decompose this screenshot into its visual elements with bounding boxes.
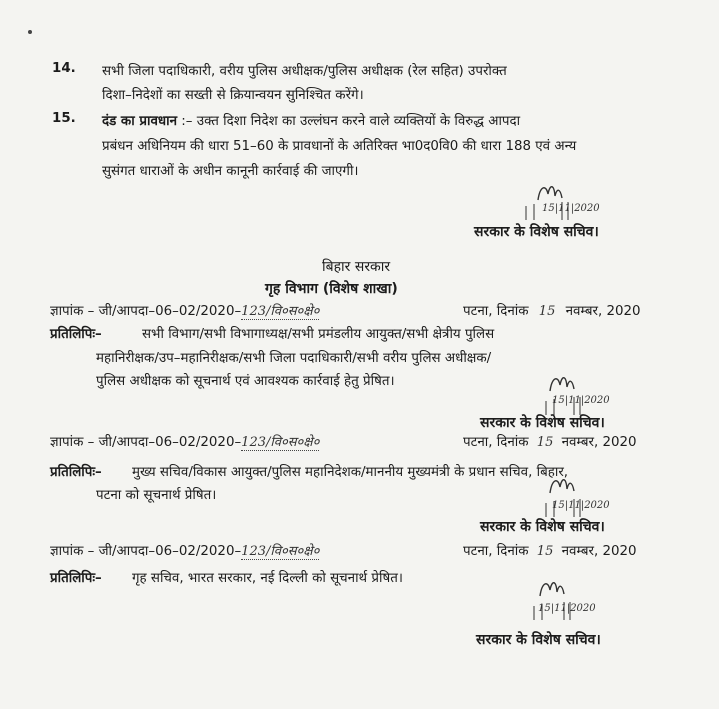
- designation: सरकार के विशेष सचिव।: [474, 224, 599, 240]
- memo-date-rest: नवम्बर, 2020: [561, 544, 637, 559]
- memo-ref-prefix: ज्ञापांक – जी/आपदा–06–02/2020–: [50, 544, 242, 559]
- memo-date-rest: नवम्बर, 2020: [561, 435, 637, 450]
- item-15-line-2: प्रबंधन अधिनियम की धारा 51–60 के प्रावधानों के अतिरिक्त भा0द0वि0 की धारा 188 एवं अन्य: [102, 139, 577, 154]
- designation: सरकार के विशेष सचिव।: [480, 519, 605, 535]
- punch-mark: [28, 30, 32, 34]
- memo-date-day: 15: [536, 435, 554, 450]
- copy-label: प्रतिलिपिः–: [50, 465, 102, 480]
- penalty-heading: दंड का प्रावधान: [102, 114, 178, 129]
- memo-ref-prefix: ज्ञापांक – जी/आपदा–06–02/2020–: [50, 304, 242, 319]
- item-14-line-2: दिशा–निदेशों का सख्ती से क्रियान्वयन सुनिश्चित करेंगे।: [102, 88, 364, 103]
- memo-reference: [50, 432, 319, 450]
- item-number: 14.: [52, 61, 76, 76]
- department-name: गृह विभाग (विशेष शाखा): [265, 281, 398, 297]
- memo-ref-prefix: ज्ञापांक – जी/आपदा–06–02/2020–: [50, 435, 242, 450]
- memo-ref-handwritten: 123/वि०स०क्षे०: [241, 544, 320, 559]
- memo-place-date: [463, 541, 637, 559]
- copy-line: गृह सचिव, भारत सरकार, नई दिल्ली को सूचनार्थ प्रेषित।: [132, 571, 403, 586]
- designation: सरकार के विशेष सचिव।: [480, 415, 605, 431]
- designation: सरकार के विशेष सचिव।: [476, 632, 601, 648]
- item-number: 15.: [52, 111, 76, 126]
- copy-line: पटना को सूचनार्थ प्रेषित।: [96, 488, 217, 503]
- memo-place-date: [463, 432, 637, 450]
- copy-line: सभी विभाग/सभी विभागाध्यक्ष/सभी प्रमंडलीय आयुक्त/सभी क्षेत्रीय पुलिस: [142, 327, 495, 342]
- memo-ref-handwritten: 123/वि०स०क्षे०: [241, 435, 320, 450]
- memo-place-date: [463, 301, 641, 319]
- item-14-line-1: सभी जिला पदाधिकारी, वरीय पुलिस अधीक्षक/पुलिस अधीक्षक (रेल सहित) उपरोक्त: [102, 64, 507, 79]
- copy-label: प्रतिलिपिः–: [50, 327, 102, 342]
- memo-place-date-prefix: पटना, दिनांक: [463, 304, 529, 319]
- signature-date: 15|11|2020: [542, 203, 600, 214]
- government-name: बिहार सरकार: [322, 259, 391, 275]
- memo-ref-handwritten: 123/वि०स०क्षे०: [241, 304, 320, 319]
- copy-line: पुलिस अधीक्षक को सूचनार्थ एवं आवश्यक कार्रवाई हेतु प्रेषित।: [96, 374, 395, 389]
- memo-place-date-prefix: पटना, दिनांक: [463, 544, 529, 559]
- signature-date: 15|11|2020: [552, 395, 610, 406]
- signature-date: 15|11|2020: [538, 603, 596, 614]
- memo-date-day: 15: [536, 544, 554, 559]
- copy-line: मुख्य सचिव/विकास आयुक्त/पुलिस महानिदेशक/माननीय मुख्यमंत्री के प्रधान सचिव, बिहार,: [132, 465, 569, 480]
- memo-reference: [50, 541, 319, 559]
- item-15-line-1: [102, 111, 520, 129]
- memo-date-rest: नवम्बर, 2020: [565, 304, 641, 319]
- item-15-line-3: सुसंगत धाराओं के अधीन कानूनी कार्रवाई की जाएगी।: [102, 164, 359, 179]
- copy-line: महानिरीक्षक/उप–महानिरीक्षक/सभी जिला पदाधिकारी/सभी वरीय पुलिस अधीक्षक/: [96, 351, 492, 366]
- copy-label: प्रतिलिपिः–: [50, 571, 102, 586]
- memo-place-date-prefix: पटना, दिनांक: [463, 435, 529, 450]
- item-15-line-1-text: :– उक्त दिशा निदेश का उल्लंघन करने वाले व्यक्तियों के विरुद्ध आपदा: [181, 114, 521, 129]
- signature-date: 15|11|2020: [552, 500, 610, 511]
- memo-date-day: 15: [538, 304, 556, 319]
- memo-reference: [50, 301, 319, 319]
